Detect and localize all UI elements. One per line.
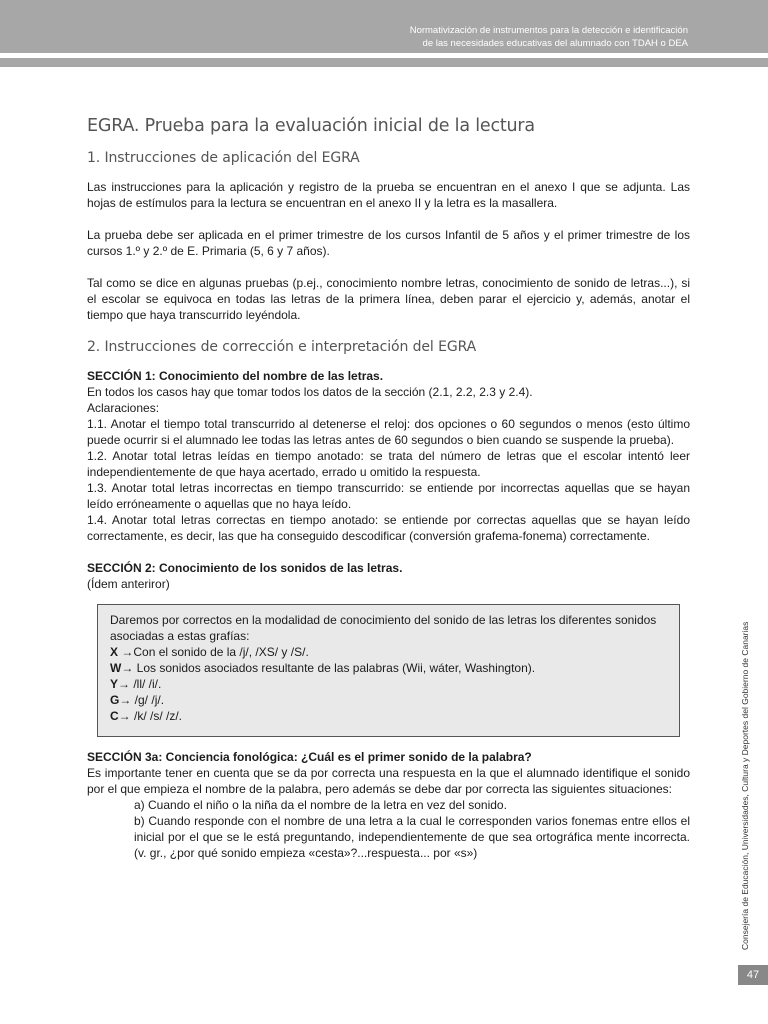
box-item-letter: C: [110, 709, 119, 723]
box-item: [110, 708, 667, 724]
text-line: 1.3. Anotar total letras incorrectas en tiempo transcurrido: se entiende por incorrectas aquellas que se hayan leído erróneamente o aquellas que no haya leído.: [87, 481, 690, 511]
running-header-line-1: Normativización de instrumentos para la detección e identificación: [409, 25, 688, 36]
list-item-a: a) Cuando el niño o la niña da el nombre de la letra en vez del sonido.: [134, 798, 507, 812]
list-item-b: b) Cuando responde con el nombre de una letra a la cual le corresponden varios fonemas entre ellos el inicial por el que se le está preguntando, independientemente de que sea ortográfica mente incorrecta. (v. gr., ¿por qué sonido empieza «cesta»?...respuesta... por «s»): [134, 814, 690, 860]
paragraph: La prueba debe ser aplicada en el primer trimestre de los cursos Infantil de 5 años y el primer trimestre de los cursos 1.º y 2.º de E. Primaria (5, 6 y 7 años).: [87, 228, 690, 258]
box-item: [110, 676, 667, 692]
box-item-text: → /k/ /s/ /z/.: [118, 709, 183, 723]
box-item-letter: X: [110, 645, 119, 659]
box-item: [110, 660, 667, 676]
box-item: [110, 644, 667, 660]
page-number: 47: [738, 965, 768, 985]
box-item-letter: Y: [110, 677, 119, 691]
text-line: 1.1. Anotar el tiempo total transcurrido al detenerse el reloj: dos opciones o 60 segundos o menos (esto último puede ocurrir si el alumnado lee todas las letras antes de 60 segundos o bien cuando se suspende la prueba).: [87, 417, 690, 447]
text-line: En todos los casos hay que tomar todos los datos de la sección (2.1, 2.2, 2.3 y 2.4).: [87, 385, 533, 399]
page-title: EGRA. Prueba para la evaluación inicial de la lectura: [87, 116, 535, 136]
section-2-heading: 2. Instrucciones de corrección e interpretación del EGRA: [87, 339, 477, 355]
subsection-2-title: SECCIÓN 2: Conocimiento de los sonidos de las letras.: [87, 561, 403, 575]
sidebar-publisher-text: Consejería de Educación, Universidades, Cultura y Deportes del Gobierno de Canarias: [740, 621, 750, 950]
box-intro: Daremos por correctos en la modalidad de conocimiento del sonido de las letras los diferentes sonidos asociadas a estas grafías:: [110, 613, 657, 643]
section-1-heading: 1. Instrucciones de aplicación del EGRA: [87, 150, 360, 166]
text-line: Aclaraciones:: [87, 401, 160, 415]
box-item-letter: W: [110, 661, 122, 675]
running-header-line-2: de las necesidades educativas del alumnado con TDAH o DEA: [422, 38, 688, 49]
grapheme-note-box: [97, 604, 680, 737]
paragraph: Las instrucciones para la aplicación y registro de la prueba se encuentran en el anexo I que se adjunta. Las hojas de estímulos para la lectura se encuentran en el anexo II y la letra es la masallera.: [87, 180, 690, 210]
box-item-letter: G: [110, 693, 120, 707]
subsection-3a-text: Es importante tener en cuenta que se da por correcta una respuesta en la que el alumnado identifique el sonido por el que empieza el nombre de la palabra, pero además se debe dar por correcta las siguientes situaciones:: [87, 766, 690, 796]
page-body: [87, 118, 690, 861]
text-line: 1.4. Anotar total letras correctas en tiempo anotado: se entiende por correctas aquellas que se hayan leído correctamente, es decir, las que ha conseguido descodificar (conversión grafema-fonema) correctamente.: [87, 513, 690, 543]
header-rule: [0, 58, 768, 67]
subsection-3a-title: SECCIÓN 3a: Conciencia fonológica: ¿Cuál es el primer sonido de la palabra?: [87, 750, 532, 764]
running-header: [410, 24, 688, 50]
paragraph: Tal como se dice en algunas pruebas (p.ej., conocimiento nombre letras, conocimiento de sonido de letras...), si el escolar se equivoca en todas las letras de la primera línea, deben parar el ejercicio y, además, anotar el tiempo que haya transcurrido leyéndola.: [87, 276, 690, 322]
box-item-text: →Con el sonido de la /j/, /XS/ y /S/.: [118, 645, 309, 659]
box-item: [110, 692, 667, 708]
text-line: 1.2. Anotar total letras leídas en tiempo anotado: se trata del número de letras que el escolar intentó leer independientemente de que haya acertado, errado u omitido la respuesta.: [87, 449, 690, 479]
box-item-text: → Los sonidos asociados resultante de las palabras (Wii, wáter, Washington).: [121, 661, 536, 675]
box-item-text: → /g/ /j/.: [119, 693, 165, 707]
box-item-text: → /ll/ /i/.: [118, 677, 162, 691]
subsection-1-title: SECCIÓN 1: Conocimiento del nombre de las letras.: [87, 369, 384, 383]
subsection-2-note: (Ídem anteriror): [87, 577, 170, 591]
